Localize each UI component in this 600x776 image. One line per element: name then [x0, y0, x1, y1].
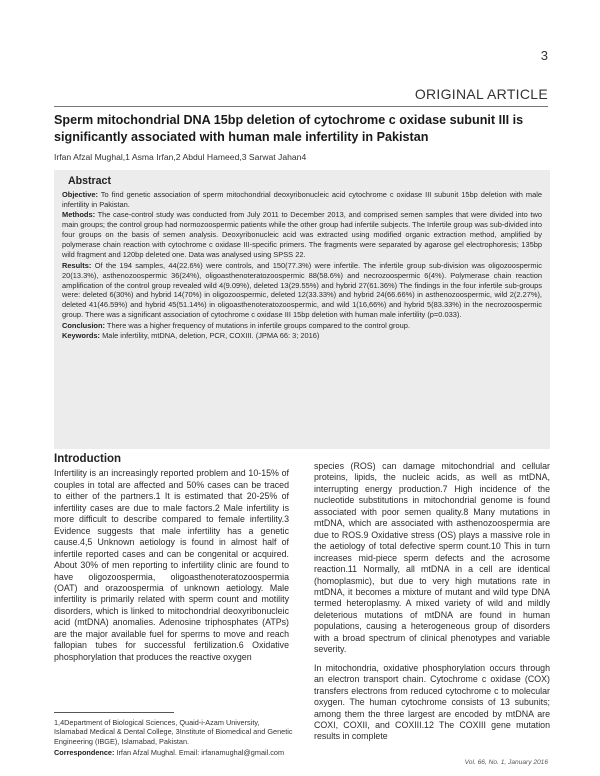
objective-label: Objective: [62, 189, 98, 199]
article-type-label: ORIGINAL ARTICLE [414, 86, 548, 102]
body-column-right [314, 461, 550, 743]
affiliations: 1,4Department of Biological Sciences, Quaid-i-Azam University, Islamabad Medical & Dental College, 3Institute of Biomedical and Genetic Engineering (IBGE), Islamabad, Pakistan. [54, 718, 293, 746]
abstract-conclusion [62, 321, 542, 331]
conclusion-label: Conclusion: [62, 320, 105, 330]
page-number: 3 [540, 48, 548, 63]
objective-text: To find genetic association of sperm mitochondrial deoxyribonucleic acid cytochrome c oxidase III subunit 15bp deletion with male infertility in Pakistan. [62, 189, 543, 209]
methods-label: Methods: [62, 210, 96, 220]
keywords-text: Male infertility, mtDNA, deletion, PCR, COXIII. (JPMA 66: 3; 2016) [102, 331, 320, 341]
results-text: Of the 194 samples, 44(22.6%) were controls, and 150(77.3%) were infertile. The infertile group sub-division was oligozoospermic 20(13.3%), asthenozoospermic 36(24%), oligoasthenoteratozoospermic 88(58.6%) and necrozoospermic 6(4%). Polymerase chain reaction amplification of the control group revealed wild 4(9.09%), deleted 13(29.55%) and hybrid 27(61.36%) The findings in the four infertile sub-groups were: deleted 6(30%) and hybrid 14(70%) in oligozoospermic, deleted 12(33.33%) and hybrid 24(66.66%) in asthenozoospermic, wild 2(2.27%), deleted 41(46.59%) and hybrid 45(51.14%) in oligoasthenoteratozoospermic, and wild 1(16,66%) and hybrid 5(83.33%) in the necrozoospermic group. There was a significant association of cytochrome c oxidase III 15bp deletion with human male infertility (p=0.033). [62, 260, 542, 320]
footnote-divider [54, 712, 174, 713]
correspondence [54, 748, 294, 757]
abstract-methods [62, 210, 542, 260]
results-label: Results: [62, 260, 92, 270]
conclusion-text: There was a higher frequency of mutations in infertile groups compared to the control group. [106, 320, 410, 330]
methods-text: The case-control study was conducted from July 2011 to December 2013, and comprised semen samples that were divided into two main groups; the control group had normozoospermic patients while the other group had infertile subjects. The Infertile group was sub-divided into four groups on the basis of semen analysis. Deoxyribonucleic acid was extracted using modified organic extraction method, amplified by polymerase chain reaction with cytochrome c oxidase III-specific primers. The fragments were separated by agarose gel electrophoresis; 135bp wild fragment and 120bp deleted one. Data was analysed using SPSS 22. [62, 210, 542, 260]
abstract-heading: Abstract [68, 175, 111, 187]
body-column-left [54, 454, 289, 663]
abstract-objective [62, 190, 542, 210]
header-divider [54, 106, 548, 107]
correspondence-label: Correspondence: [54, 748, 115, 758]
author-list: Irfan Afzal Mughal,1 Asma Irfan,2 Abdul Hameed,3 Sarwat Jahan4 [54, 152, 307, 162]
correspondence-text: Irfan Afzal Mughal. Email: irfanamughal@gmail.com [116, 748, 285, 758]
introduction-heading: Introduction [54, 453, 122, 465]
abstract-box [54, 170, 550, 449]
introduction-paragraph-1: Infertility is an increasingly reported problem and 10-15% of couples in total are affected and 50% cases can be traced to either of the partners.1 It is estimated that 20-25% of infertility cases are due to male factors.2 Male infertility is more difficult to describe compared to female infertility.3 Evidence suggests that male infertility has a genetic cause.4,5 Unknown aetiology is found in almost half of infertile reported cases and can be congenital or acquired. About 30% of men reporting to infertility clinic are found to have oligozoospermia, oligoasthenoteratozoospermia (OAT) and orazoospermia of unknown aetiology. Male infertility is primarily related with sperm count and motility disorders, which is linked to mitochondrial deoxyribonucleic acid (mtDNA) anomalies. Adenosine triphosphates (ATPs) are the major available fuel for sperms to move and reach fallopian tubes for successful fertilization.6 Oxidative phosphorylation that produces the reactive oxygen [54, 468, 289, 662]
footnotes [54, 718, 294, 758]
journal-citation-footer: Vol. 66, No. 1, January 2016 [464, 759, 548, 766]
article-title: Sperm mitochondrial DNA 15bp deletion of cytochrome c oxidase subunit III is significantly associated with human male infertility in Pakistan [54, 113, 524, 144]
abstract-keywords [62, 331, 542, 341]
abstract-results [62, 261, 542, 321]
introduction-paragraph-3: In mitochondria, oxidative phosphorylation occurs through an electron transport chain. Cytochrome c oxidase (COX) transfers electrons from reduced cytochrome c to molecular oxygen. The human cytochrome consists of 13 subunits; among them the three largest are encoded by mtDNA are COXI, COXII, and COXIII.12 The COXIII gene mutation results in complete [314, 662, 550, 742]
keywords-label: Keywords: [62, 331, 101, 341]
introduction-paragraph-2: species (ROS) can damage mitochondrial and cellular proteins, lipids, the nucleic acids, as well as mtDNA, interrupting energy production.7 High incidence of the nucleotide substitutions in mitochondrial genome is found associated with poor semen quality.8 Many mutations in mtDNA, which are associated with asthenozoospermia are due to ROS.9 Oxidative stress (OS) plays a massive role in the aetiology of total defective sperm count.10 This in turn increases mid-piece sperm defects and the acrosome reaction.11 Normally, all mtDNA in a cell are identical (homoplasmic), but due to very high mutations rate in mtDNA, it becomes a mixture of mutant and wild type DNA termed heteroplasmy. A mixed variety of wild and mildly deleterious mutations of mtDNA are found in human populations, causing a heterogeneous group of disorders with a broad spectrum of clinical phenotypes and variable severity. [314, 461, 550, 655]
